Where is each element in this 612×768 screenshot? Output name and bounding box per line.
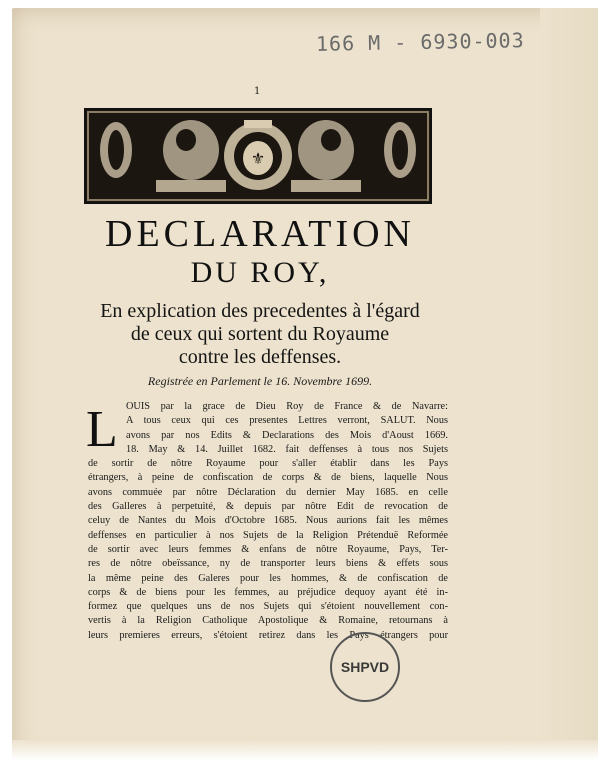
body-line: des Galleres à perpetuité, & depuis par nôtre Edit de revocation de <box>88 501 448 513</box>
body-line: formez que quelques uns de nos Sujets qui s'étoient nouvellement con- <box>88 601 448 613</box>
body-line: A tous ceux qui ces presentes Lettres verront, SALUT. Nous <box>126 415 448 427</box>
body-line: vertis à la Religion Catholique Apostolique & Romaine, retournans à <box>88 615 448 627</box>
royal-woodcut-vignette <box>84 108 432 204</box>
body-line: de sortir avec leurs femmes & enfans de nôtre Royaume, Pays, Ter- <box>88 543 448 555</box>
library-stamp: SHPVD <box>330 632 400 702</box>
paper-edge <box>540 8 598 760</box>
document-subtitle: DU ROY, <box>190 256 330 289</box>
body-line: la même peine des Galeres pour les hommes, & de confiscation de <box>88 572 448 584</box>
body-line: avons commuée par nôtre Déclaration du dernier May 1685. en celle <box>88 486 448 498</box>
svg-text:⚜: ⚜ <box>250 149 266 168</box>
drop-cap-letter: L <box>86 401 118 458</box>
body-line: OUIS par la grace de Dieu Roy de France & de Navarre: <box>126 401 448 412</box>
page-number: 1 <box>254 86 261 97</box>
document-title: DECLARATION <box>105 213 415 255</box>
body-line: deffenses en particulier à nos Sujets de la Religion Prétenduë Reformée <box>88 529 448 541</box>
archive-number: 166 M - 6930-003 <box>315 28 525 56</box>
body-line: étrangers, à peine de confiscation de corps & de biens, laquelle Nous <box>88 472 448 484</box>
explanation-line: contre les deffenses. <box>178 346 342 368</box>
body-line: leurs premieres erreurs, s'étoient retirez dans les Pays étrangers pour <box>88 629 448 641</box>
body-line: 18. May & 14. Juillet 1682. fait deffenses à tous nos Sujets <box>126 443 448 455</box>
explanation-line: de ceux qui sortent du Royaume <box>130 323 390 345</box>
body-line: celuy de Nantes du Mois d'Octobre 1685. Nous aurions fait les mêmes <box>88 515 448 527</box>
body-line: de sortir de nôtre Royaume pour s'aller établir dans les Pays <box>88 458 448 470</box>
paper-bottom-edge <box>12 740 598 760</box>
body-line: res de nôtre obeïssance, ny de transporter leurs biens & effets sous <box>88 558 448 570</box>
explanation-heading <box>60 300 460 369</box>
explanation-line: En explication des precedentes à l'égard <box>100 300 420 322</box>
body-line: corps & de biens pour les femmes, au préjudice dequoy ayant été in- <box>88 586 448 598</box>
registration-note: Registrée en Parlement le 16. Novembre 1699. <box>147 374 373 388</box>
body-line: avons par nos Edits & Declarations des Mois d'Aoust 1669. <box>126 429 448 441</box>
declaration-body <box>88 400 448 643</box>
